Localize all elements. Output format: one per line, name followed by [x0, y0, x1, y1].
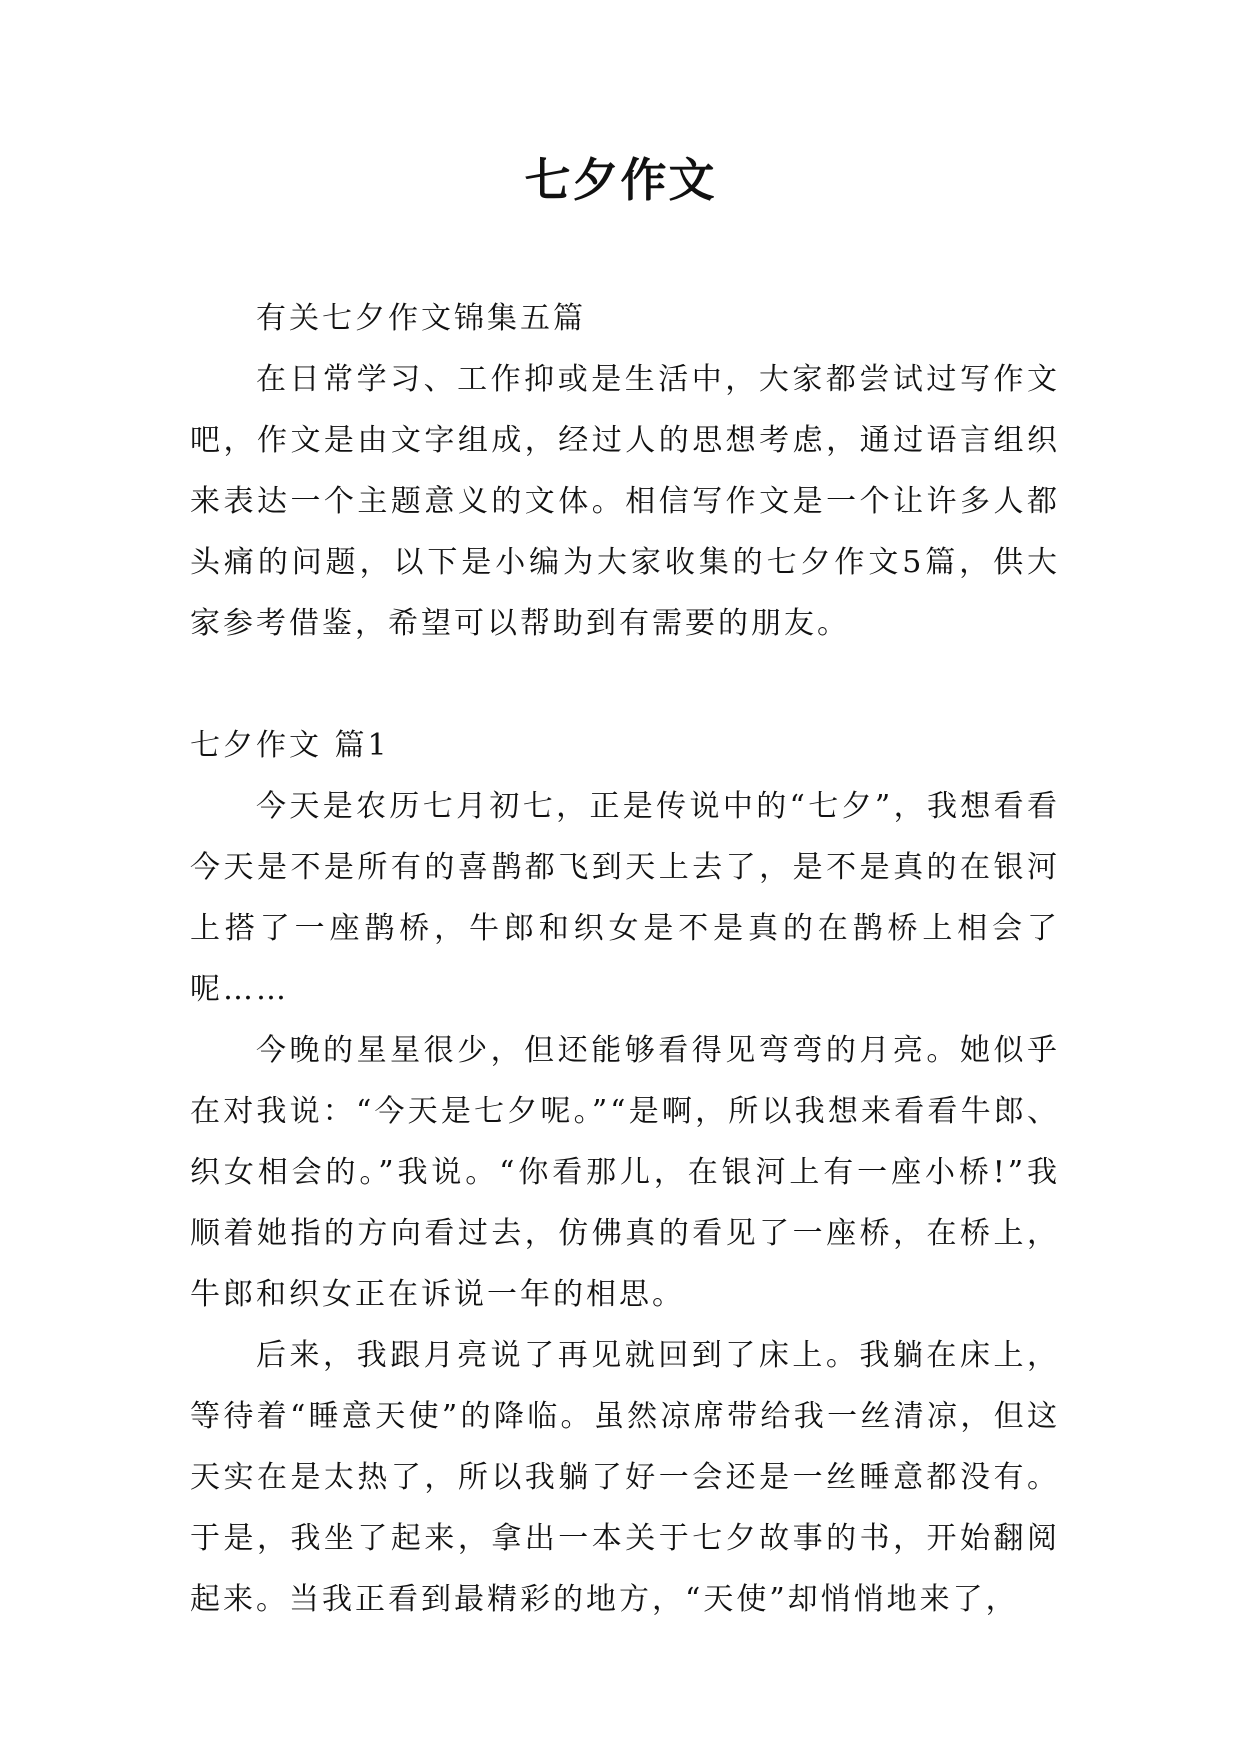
document-title: 七夕作文 — [524, 153, 717, 207]
document-subtitle: 有关七夕作文锦集五篇 — [256, 301, 586, 336]
intro-paragraph: 在日常学习、工作抑或是生活中，大家都尝试过写作文吧，作文是由文字组成，经过人的思想考虑，通过语言组织来表达一个主题意义的文体。相信写作文是一个让许多人都头痛的问题，以下是小编为大家收集的七夕作文5篇，供大家参考借鉴，希望可以帮助到有需要的朋友。 — [190, 362, 1060, 641]
section-heading: 七夕作文 篇1 — [190, 728, 390, 763]
body-paragraph-1: 今天是农历七月初七，正是传说中的“七夕”，我想看看今天是不是所有的喜鹊都飞到天上去了，是不是真的在银河上搭了一座鹊桥，牛郎和织女是不是真的在鹊桥上相会了呢…… — [190, 789, 1060, 1007]
body-paragraph-3: 后来，我跟月亮说了再见就回到了床上。我躺在床上，等待着“睡意天使”的降临。虽然凉席带给我一丝清凉，但这天实在是太热了，所以我躺了好一会还是一丝睡意都没有。于是，我坐了起来，拿出一本关于七夕故事的书，开始翻阅起来。当我正看到最精彩的地方，“天使”却悄悄地来了， — [190, 1338, 1060, 1617]
body-paragraph-2: 今晚的星星很少，但还能够看得见弯弯的月亮。她似乎在对我说：“今天是七夕呢。”“是啊，所以我想来看看牛郎、织女相会的。”我说。“你看那儿，在银河上有一座小桥!”我顺着她指的方向看过去，仿佛真的看见了一座桥，在桥上，牛郎和织女正在诉说一年的相思。 — [190, 1033, 1060, 1312]
document-body — [190, 288, 1060, 1630]
